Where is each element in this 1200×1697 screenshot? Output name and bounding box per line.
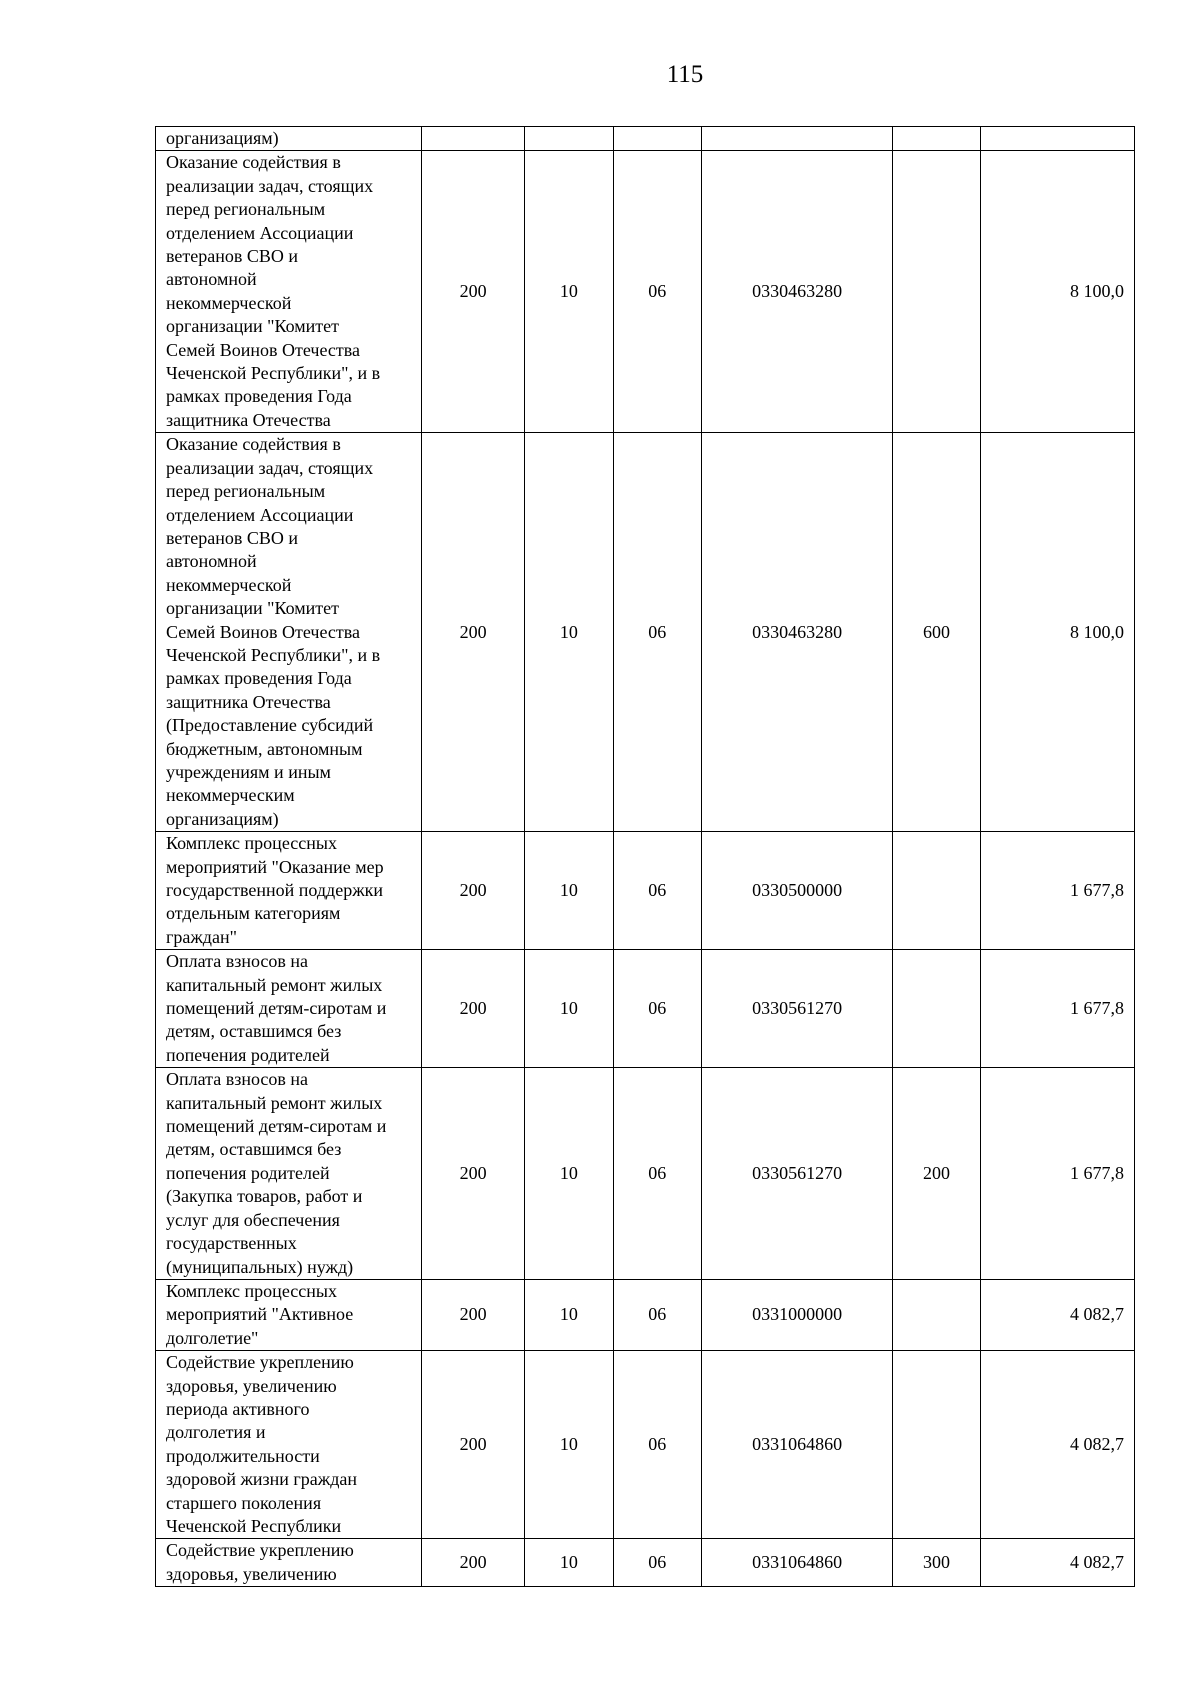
cell-name bbox=[156, 1351, 422, 1539]
cell-name-line: отделением Ассоциации bbox=[166, 222, 354, 243]
cell-section: 10 bbox=[525, 950, 613, 1068]
cell-subsection: 06 bbox=[613, 1539, 701, 1587]
cell-amount: 8 100,0 bbox=[980, 433, 1134, 832]
cell-amount: 1 677,8 bbox=[980, 832, 1134, 950]
cell-name-line: некоммерческим bbox=[166, 785, 295, 806]
cell-name-line: помещений детям-сиротам и bbox=[166, 1116, 387, 1137]
cell-name-line: здоровья, увеличению bbox=[166, 1563, 337, 1584]
cell-target-article: 0331000000 bbox=[701, 1279, 893, 1350]
cell-name-line: помещений детям-сиротам и bbox=[166, 998, 387, 1019]
table-row bbox=[156, 127, 1135, 151]
cell-name-line: некоммерческой bbox=[166, 574, 292, 595]
cell-name-line: бюджетным, автономным bbox=[166, 738, 363, 759]
table-body bbox=[156, 127, 1135, 1587]
cell-name-line: Оказание содействия в bbox=[166, 434, 341, 455]
cell-name-line: отделением Ассоциации bbox=[166, 504, 354, 525]
cell-name bbox=[156, 1068, 422, 1280]
cell-name-line: мероприятий "Оказание мер bbox=[166, 856, 384, 877]
cell-name bbox=[156, 832, 422, 950]
cell-expense-type: 600 bbox=[893, 433, 980, 832]
cell-name-line: защитника Отечества bbox=[166, 409, 331, 430]
cell-name-line: (Закупка товаров, работ и bbox=[166, 1186, 363, 1207]
cell-grbs: 200 bbox=[422, 433, 525, 832]
cell-expense-type bbox=[893, 151, 980, 433]
cell-name-line: государственной поддержки bbox=[166, 880, 384, 900]
cell-name-line: защитника Отечества bbox=[166, 691, 331, 712]
cell-name-line: Содействие укреплению bbox=[166, 1540, 354, 1561]
cell-name-line: Чеченской Республики", и в bbox=[166, 363, 381, 384]
cell-subsection bbox=[613, 127, 701, 151]
cell-name-line: автономной bbox=[166, 551, 257, 572]
cell-name-line: реализации задач, стоящих bbox=[166, 175, 374, 196]
cell-name-line: Оплата взносов на bbox=[166, 951, 309, 972]
cell-name bbox=[156, 1539, 422, 1587]
cell-name-line: перед региональным bbox=[166, 481, 326, 502]
cell-amount: 4 082,7 bbox=[980, 1351, 1134, 1539]
cell-name-line: здоровья, увеличению bbox=[166, 1375, 337, 1396]
cell-amount: 8 100,0 bbox=[980, 151, 1134, 433]
cell-name-line: государственных bbox=[166, 1233, 297, 1254]
cell-name-line: детям, оставшимся без bbox=[166, 1139, 342, 1160]
cell-name bbox=[156, 433, 422, 832]
cell-grbs: 200 bbox=[422, 1068, 525, 1280]
table-row bbox=[156, 832, 1135, 950]
cell-expense-type: 200 bbox=[893, 1068, 980, 1280]
cell-name-line: ветеранов СВО и bbox=[166, 246, 299, 267]
cell-name-line: ветеранов СВО и bbox=[166, 527, 299, 548]
cell-name bbox=[156, 151, 422, 433]
cell-section: 10 bbox=[525, 1351, 613, 1539]
table-row bbox=[156, 1279, 1135, 1350]
cell-name-line: организациям) bbox=[166, 808, 279, 829]
cell-section: 10 bbox=[525, 1279, 613, 1350]
cell-grbs: 200 bbox=[422, 1279, 525, 1350]
cell-name-line: автономной bbox=[166, 269, 257, 290]
cell-target-article: 0330500000 bbox=[701, 832, 893, 950]
cell-target-article bbox=[701, 127, 893, 151]
cell-amount bbox=[980, 127, 1134, 151]
cell-name-line: мероприятий "Активное bbox=[166, 1304, 354, 1325]
cell-name-line: рамках проведения Года bbox=[166, 386, 352, 407]
cell-target-article: 0330561270 bbox=[701, 950, 893, 1068]
cell-target-article: 0331064860 bbox=[701, 1351, 893, 1539]
cell-name-line: отдельным категориям bbox=[166, 903, 341, 924]
cell-subsection: 06 bbox=[613, 433, 701, 832]
cell-name-line: рамках проведения Года bbox=[166, 668, 352, 689]
cell-amount: 4 082,7 bbox=[980, 1279, 1134, 1350]
cell-name-line: Оплата взносов на bbox=[166, 1069, 309, 1090]
cell-grbs: 200 bbox=[422, 832, 525, 950]
cell-grbs: 200 bbox=[422, 1351, 525, 1539]
cell-target-article: 0330463280 bbox=[701, 433, 893, 832]
cell-section: 10 bbox=[525, 1539, 613, 1587]
cell-name-line: перед региональным bbox=[166, 199, 326, 220]
page-number: 115 bbox=[666, 61, 704, 88]
cell-name-line: Чеченской Республики", и в bbox=[166, 644, 381, 665]
cell-expense-type bbox=[893, 1279, 980, 1350]
cell-subsection: 06 bbox=[613, 832, 701, 950]
cell-name-line: организациям) bbox=[166, 128, 279, 148]
cell-name-line: реализации задач, стоящих bbox=[166, 457, 374, 478]
cell-name-line: Комплекс процессных bbox=[166, 1280, 337, 1301]
cell-expense-type: 300 bbox=[893, 1539, 980, 1587]
cell-name-line: здоровой жизни граждан bbox=[166, 1469, 357, 1490]
cell-name-line: Оказание содействия в bbox=[166, 152, 341, 173]
cell-section: 10 bbox=[525, 151, 613, 433]
cell-name bbox=[156, 127, 422, 151]
cell-name-line: долголетие" bbox=[166, 1327, 259, 1348]
table-row bbox=[156, 151, 1135, 433]
cell-name-line: организации "Комитет bbox=[166, 598, 339, 619]
cell-name-line: учреждениям и иным bbox=[166, 761, 331, 782]
cell-subsection: 06 bbox=[613, 950, 701, 1068]
cell-grbs: 200 bbox=[422, 1539, 525, 1587]
cell-expense-type bbox=[893, 832, 980, 950]
cell-name-line: Семей Воинов Отечества bbox=[166, 621, 361, 642]
cell-name-line: некоммерческой bbox=[166, 292, 292, 313]
budget-table bbox=[155, 126, 1135, 1587]
cell-section: 10 bbox=[525, 832, 613, 950]
cell-name bbox=[156, 950, 422, 1068]
cell-name-line: попечения родителей bbox=[166, 1044, 330, 1065]
cell-subsection: 06 bbox=[613, 1351, 701, 1539]
cell-grbs: 200 bbox=[422, 151, 525, 433]
cell-section: 10 bbox=[525, 1068, 613, 1280]
table-row bbox=[156, 1539, 1135, 1587]
cell-name-line: услуг для обеспечения bbox=[166, 1209, 340, 1230]
cell-expense-type bbox=[893, 1351, 980, 1539]
cell-subsection: 06 bbox=[613, 151, 701, 433]
cell-name-line: капитальный ремонт жилых bbox=[166, 974, 383, 995]
cell-grbs: 200 bbox=[422, 950, 525, 1068]
cell-name-line: Чеченской Республики bbox=[166, 1515, 342, 1536]
cell-name-line: организации "Комитет bbox=[166, 316, 339, 337]
cell-name-line: Содействие укреплению bbox=[166, 1352, 354, 1373]
cell-target-article: 0330561270 bbox=[701, 1068, 893, 1280]
cell-subsection: 06 bbox=[613, 1068, 701, 1280]
cell-name-line: капитальный ремонт жилых bbox=[166, 1092, 383, 1113]
cell-name-line: периода активного bbox=[166, 1398, 310, 1419]
cell-target-article: 0331064860 bbox=[701, 1539, 893, 1587]
cell-name bbox=[156, 1279, 422, 1350]
cell-name-line: детям, оставшимся без bbox=[166, 1021, 342, 1042]
table-row bbox=[156, 433, 1135, 832]
table-row bbox=[156, 950, 1135, 1068]
cell-name-line: (муниципальных) нужд) bbox=[166, 1256, 354, 1277]
cell-name-line: продолжительности bbox=[166, 1445, 320, 1466]
cell-subsection: 06 bbox=[613, 1279, 701, 1350]
table-row bbox=[156, 1068, 1135, 1280]
cell-amount: 1 677,8 bbox=[980, 950, 1134, 1068]
cell-name-line: старшего поколения bbox=[166, 1492, 322, 1513]
cell-name-line: граждан" bbox=[166, 926, 237, 947]
cell-name-line: Семей Воинов Отечества bbox=[166, 339, 361, 360]
cell-amount: 4 082,7 bbox=[980, 1539, 1134, 1587]
cell-name-line: Комплекс процессных bbox=[166, 833, 337, 854]
cell-amount: 1 677,8 bbox=[980, 1068, 1134, 1280]
cell-section: 10 bbox=[525, 433, 613, 832]
cell-name-line: (Предоставление субсидий bbox=[166, 715, 374, 736]
cell-section bbox=[525, 127, 613, 151]
cell-name-line: попечения родителей bbox=[166, 1162, 330, 1183]
cell-grbs bbox=[422, 127, 525, 151]
cell-expense-type bbox=[893, 127, 980, 151]
cell-expense-type bbox=[893, 950, 980, 1068]
cell-target-article: 0330463280 bbox=[701, 151, 893, 433]
table-row bbox=[156, 1351, 1135, 1539]
cell-name-line: долголетия и bbox=[166, 1422, 266, 1443]
